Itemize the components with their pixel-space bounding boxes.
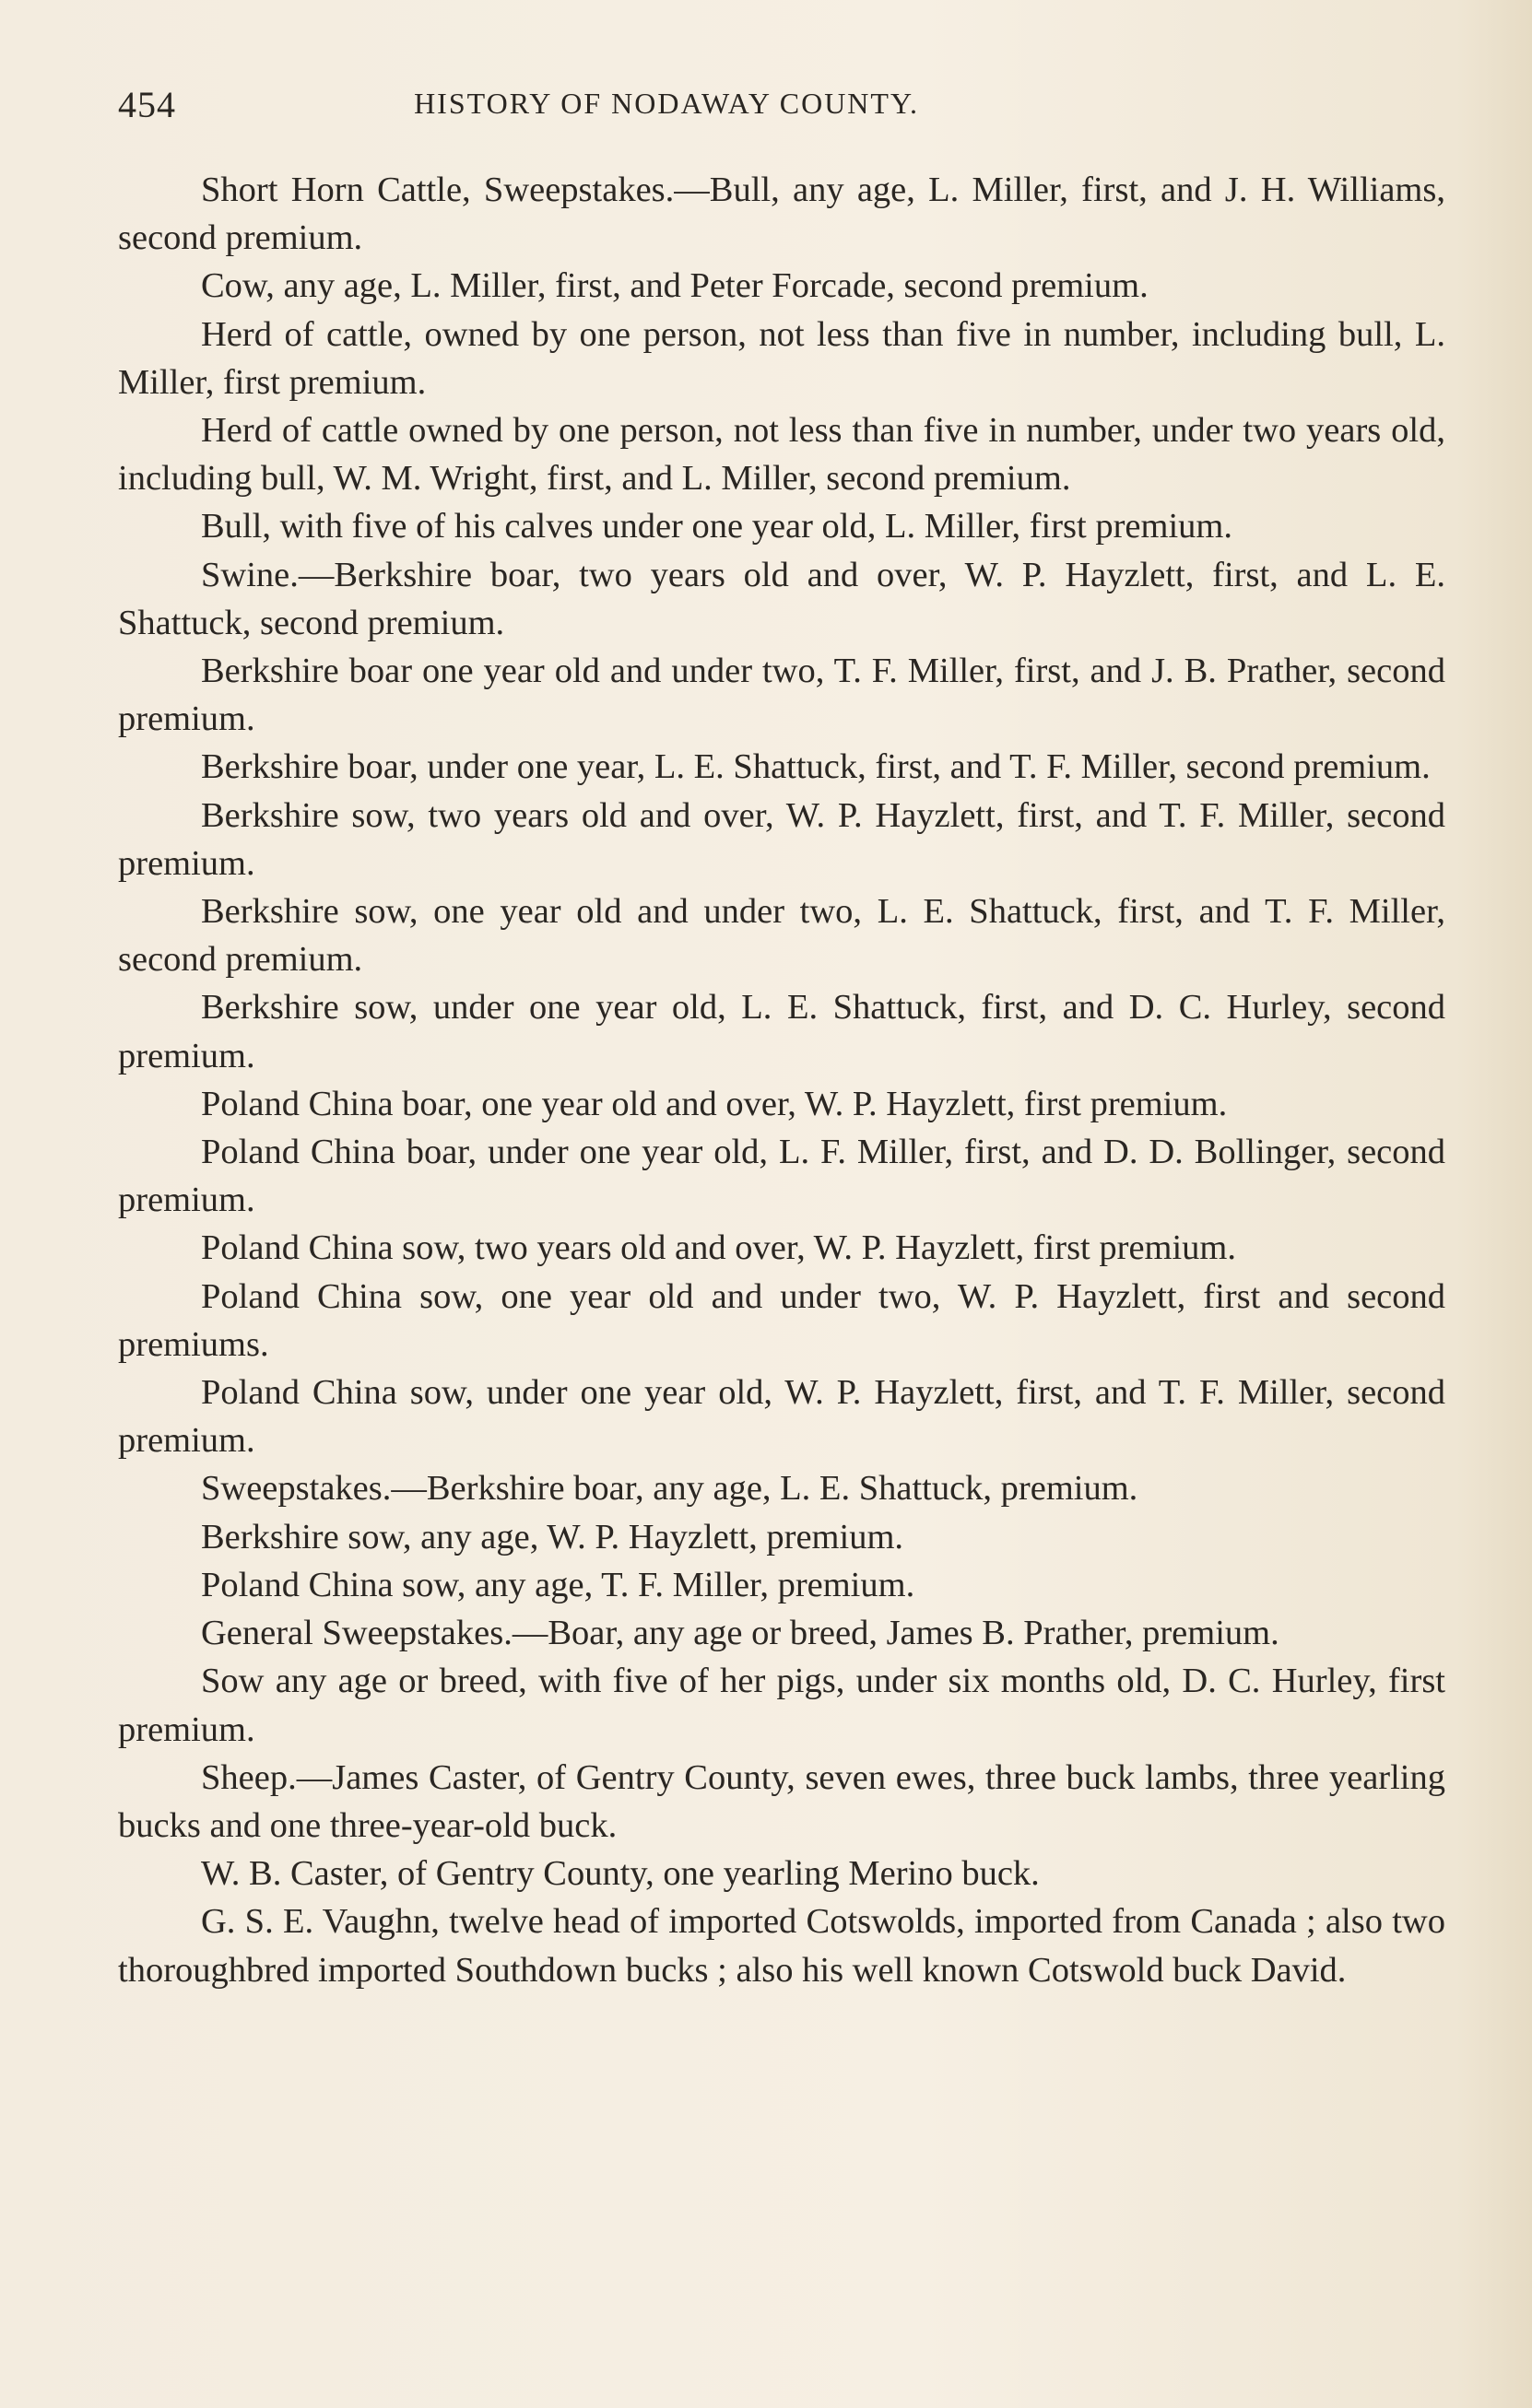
paragraph: Swine.—Berkshire boar, two years old and over, W. P. Hayzlett, first, and L. E. Shattuck, second premium. [118, 555, 1445, 642]
paragraph: Poland China sow, one year old and under two, W. P. Hayzlett, first and second premiums. [118, 1276, 1445, 1364]
paragraph: Short Horn Cattle, Sweepstakes.—Bull, any age, L. Miller, first, and J. H. Williams, second premium. [118, 170, 1445, 258]
body-text [118, 166, 1445, 1994]
paragraph: Poland China sow, any age, T. F. Miller, premium. [201, 1565, 915, 1604]
paragraph: Sheep.—James Caster, of Gentry County, seven ewes, three buck lambs, three yearling bucks and one three-year-old buck. [118, 1757, 1445, 1845]
paragraph: Poland China boar, one year old and over, W. P. Hayzlett, first premium. [201, 1084, 1228, 1123]
paragraph: Sweepstakes.—Berkshire boar, any age, L. E. Shattuck, premium. [201, 1469, 1138, 1509]
paragraph: Berkshire boar one year old and under two, T. F. Miller, first, and J. B. Prather, second premium. [118, 652, 1445, 739]
paragraph: Berkshire sow, two years old and over, W. P. Hayzlett, first, and T. F. Miller, second premium. [118, 795, 1445, 883]
paragraph: Berkshire sow, under one year old, L. E. Shattuck, first, and D. C. Hurley, second premium. [118, 988, 1445, 1075]
paragraph: Berkshire boar, under one year, L. E. Shattuck, first, and T. F. Miller, second premium. [201, 747, 1431, 787]
paragraph: Poland China sow, under one year old, W. P. Hayzlett, first, and T. F. Miller, second premium. [118, 1373, 1445, 1461]
running-head: HISTORY OF NODAWAY COUNTY. [414, 87, 919, 120]
paragraph: G. S. E. Vaughn, twelve head of imported Cotswolds, imported from Canada ; also two thoroughbred imported Southdown bucks ; also his well known Cotswold buck David. [118, 1902, 1445, 1990]
page-number: 454 [118, 84, 176, 125]
paragraph: Poland China sow, two years old and over, W. P. Hayzlett, first premium. [201, 1228, 1237, 1268]
paragraph: General Sweepstakes.—Boar, any age or breed, James B. Prather, premium. [201, 1614, 1279, 1653]
paragraph: Sow any age or breed, with five of her pigs, under six months old, D. C. Hurley, first premium. [118, 1662, 1445, 1749]
paragraph: Bull, with five of his calves under one year old, L. Miller, first premium. [201, 507, 1232, 546]
paragraph: Herd of cattle owned by one person, not less than five in number, under two years old, including bull, W. M. Wright, first, and L. Miller, second premium. [118, 411, 1445, 499]
paragraph: Cow, any age, L. Miller, first, and Peter Forcade, second premium. [201, 266, 1149, 306]
paragraph: Berkshire sow, one year old and under two, L. E. Shattuck, first, and T. F. Miller, second premium. [118, 892, 1445, 980]
paragraph: Poland China boar, under one year old, L. F. Miller, first, and D. D. Bollinger, second premium. [118, 1133, 1445, 1220]
paragraph: Herd of cattle, owned by one person, not less than five in number, including bull, L. Miller, first premium. [118, 314, 1445, 402]
page-header [118, 83, 1436, 129]
paragraph: Berkshire sow, any age, W. P. Hayzlett, premium. [201, 1517, 904, 1556]
paragraph: W. B. Caster, of Gentry County, one yearling Merino buck. [201, 1854, 1040, 1894]
